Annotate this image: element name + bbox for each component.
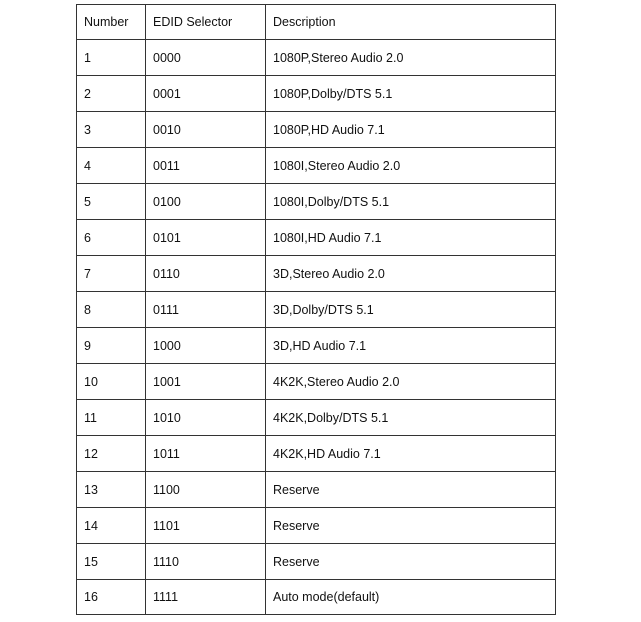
cell-edid-selector: 1000	[146, 328, 266, 364]
cell-number: 2	[77, 76, 146, 112]
cell-description: Reserve	[266, 472, 556, 508]
header-edid-selector: EDID Selector	[146, 5, 266, 40]
cell-edid-selector: 1110	[146, 544, 266, 580]
table-row	[77, 508, 556, 544]
cell-description: Auto mode(default)	[266, 580, 556, 615]
cell-number: 16	[77, 580, 146, 615]
cell-description: Reserve	[266, 508, 556, 544]
cell-edid-selector: 0110	[146, 256, 266, 292]
cell-description: 3D,Stereo Audio 2.0	[266, 256, 556, 292]
cell-description: 4K2K,HD Audio 7.1	[266, 436, 556, 472]
cell-description: 1080I,Dolby/DTS 5.1	[266, 184, 556, 220]
cell-description: 3D,Dolby/DTS 5.1	[266, 292, 556, 328]
cell-number: 8	[77, 292, 146, 328]
cell-description: 3D,HD Audio 7.1	[266, 328, 556, 364]
table-row	[77, 40, 556, 76]
table-row	[77, 76, 556, 112]
cell-number: 1	[77, 40, 146, 76]
table-row	[77, 220, 556, 256]
edid-selector-table	[76, 4, 556, 615]
table-row	[77, 544, 556, 580]
table-row	[77, 292, 556, 328]
cell-description: 1080P,Stereo Audio 2.0	[266, 40, 556, 76]
table-row	[77, 148, 556, 184]
table-row	[77, 328, 556, 364]
cell-description: 1080P,HD Audio 7.1	[266, 112, 556, 148]
table-row	[77, 580, 556, 615]
cell-edid-selector: 0010	[146, 112, 266, 148]
cell-number: 6	[77, 220, 146, 256]
header-number: Number	[77, 5, 146, 40]
cell-description: 1080P,Dolby/DTS 5.1	[266, 76, 556, 112]
table-row	[77, 364, 556, 400]
table-row	[77, 112, 556, 148]
cell-number: 10	[77, 364, 146, 400]
table-row	[77, 472, 556, 508]
cell-edid-selector: 1100	[146, 472, 266, 508]
table-row	[77, 436, 556, 472]
cell-description: Reserve	[266, 544, 556, 580]
cell-edid-selector: 1010	[146, 400, 266, 436]
cell-number: 14	[77, 508, 146, 544]
cell-number: 3	[77, 112, 146, 148]
cell-edid-selector: 0111	[146, 292, 266, 328]
cell-edid-selector: 0101	[146, 220, 266, 256]
cell-description: 4K2K,Stereo Audio 2.0	[266, 364, 556, 400]
table-row	[77, 256, 556, 292]
cell-edid-selector: 1111	[146, 580, 266, 615]
cell-edid-selector: 1011	[146, 436, 266, 472]
cell-edid-selector: 0001	[146, 76, 266, 112]
cell-description: 4K2K,Dolby/DTS 5.1	[266, 400, 556, 436]
cell-number: 13	[77, 472, 146, 508]
cell-number: 12	[77, 436, 146, 472]
header-description: Description	[266, 5, 556, 40]
cell-number: 11	[77, 400, 146, 436]
cell-edid-selector: 0000	[146, 40, 266, 76]
table-row	[77, 400, 556, 436]
cell-number: 5	[77, 184, 146, 220]
cell-edid-selector: 1001	[146, 364, 266, 400]
cell-number: 4	[77, 148, 146, 184]
cell-edid-selector: 0011	[146, 148, 266, 184]
table-body	[77, 40, 556, 615]
cropped-caption-text	[0, 0, 641, 3]
cell-edid-selector: 0100	[146, 184, 266, 220]
table-header-row	[77, 5, 556, 40]
cell-number: 15	[77, 544, 146, 580]
table-row	[77, 184, 556, 220]
cell-number: 9	[77, 328, 146, 364]
cell-number: 7	[77, 256, 146, 292]
cell-edid-selector: 1101	[146, 508, 266, 544]
cell-description: 1080I,Stereo Audio 2.0	[266, 148, 556, 184]
cell-description: 1080I,HD Audio 7.1	[266, 220, 556, 256]
